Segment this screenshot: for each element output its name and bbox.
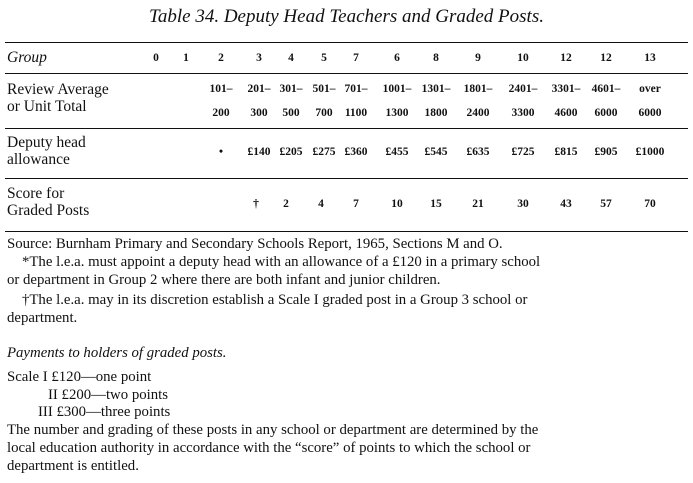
group-cell: 7 — [353, 52, 359, 64]
group-cell: 5 — [321, 52, 327, 64]
score-cell: 43 — [560, 198, 572, 210]
review-bottom-cell: 1300 — [385, 107, 409, 119]
star-note-line-1: *The l.e.a. must appoint a deputy head with an allowance of a £120 in a primary school — [22, 254, 541, 270]
group-cell: 6 — [394, 52, 400, 64]
review-bottom-cell: 6000 — [638, 107, 662, 119]
deputy-cell: £275 — [312, 146, 336, 158]
review-label-line-2: or Unit Total — [7, 98, 87, 115]
group-cell: 3 — [256, 52, 262, 64]
group-cell: 12 — [560, 52, 572, 64]
score-cell: 70 — [644, 198, 656, 210]
review-bottom-cell: 1800 — [424, 107, 448, 119]
dagger-note-line-1: †The l.e.a. may in its discretion establish a Scale I graded post in a Group 3 school or — [22, 292, 528, 308]
group-label: Group — [7, 49, 47, 66]
review-bottom-cell: 300 — [250, 107, 268, 119]
deputy-cell: £1000 — [635, 146, 665, 158]
review-bottom-cell: 4600 — [554, 107, 578, 119]
payments-heading: Payments to holders of graded posts. — [7, 345, 227, 361]
deputy-cell: • — [218, 146, 224, 158]
group-cell: 2 — [218, 52, 224, 64]
table-title: Table 34. Deputy Head Teachers and Graded Posts. — [149, 6, 544, 27]
review-top-cell: 701– — [344, 83, 368, 95]
payments-para-line-2: local education authority in accordance with the “score” of points to which the school or — [7, 440, 531, 456]
review-top-cell: 101– — [209, 83, 233, 95]
deputy-cell: £815 — [554, 146, 578, 158]
dagger-note-line-2: department. — [7, 310, 78, 326]
scale-1: Scale I £120—one point — [7, 369, 152, 385]
deputy-cell: £725 — [511, 146, 535, 158]
group-cell: 12 — [600, 52, 612, 64]
score-cell: 4 — [318, 198, 324, 210]
deputy-cell: £905 — [594, 146, 618, 158]
review-bottom-cell: 3300 — [511, 107, 535, 119]
review-bottom-cell: 200 — [212, 107, 230, 119]
group-cell: 1 — [183, 52, 189, 64]
scale-3: III £300—three points — [38, 404, 171, 420]
review-top-cell: 301– — [279, 83, 303, 95]
group-cell: 8 — [433, 52, 439, 64]
payments-para-line-3: department is entitled. — [7, 458, 139, 474]
review-top-cell: 1001– — [382, 83, 412, 95]
deputy-cell: £545 — [424, 146, 448, 158]
header-rule — [5, 73, 688, 74]
scale-2: II £200—two points — [48, 387, 169, 403]
score-cell: 2 — [283, 198, 289, 210]
review-top-cell: 201– — [247, 83, 271, 95]
review-label — [7, 81, 109, 115]
score-cell: 57 — [600, 198, 612, 210]
review-bottom-cell: 1100 — [344, 107, 368, 119]
group-cell: 10 — [517, 52, 529, 64]
source-note: Source: Burnham Primary and Secondary Schools Report, 1965, Sections M and O. — [7, 236, 503, 252]
review-top-cell: 1301– — [421, 83, 451, 95]
group-cell: 9 — [475, 52, 481, 64]
score-label-line-2: Graded Posts — [7, 202, 90, 219]
group-cell: 13 — [644, 52, 656, 64]
score-cell: 10 — [391, 198, 403, 210]
group-cell: 0 — [153, 52, 159, 64]
score-cell: 7 — [353, 198, 359, 210]
review-top-cell: 4601– — [591, 83, 621, 95]
deputy-cell: £635 — [466, 146, 490, 158]
review-bottom-cell: 700 — [315, 107, 333, 119]
review-top-cell: 2401– — [508, 83, 538, 95]
review-top-cell: 501– — [312, 83, 336, 95]
review-label-line-1: Review Average — [7, 81, 109, 98]
deputy-label-line-2: allowance — [7, 151, 70, 168]
deputy-rule — [5, 178, 688, 179]
deputy-label — [7, 134, 86, 168]
review-top-cell: 1801– — [463, 83, 493, 95]
score-cell: † — [253, 198, 259, 210]
group-cell: 4 — [288, 52, 294, 64]
review-bottom-cell: 500 — [282, 107, 300, 119]
deputy-cell: £205 — [279, 146, 303, 158]
score-cell: 30 — [517, 198, 529, 210]
score-cell: 15 — [430, 198, 442, 210]
deputy-cell: £140 — [247, 146, 271, 158]
payments-para-line-1: The number and grading of these posts in any school or department are determined by the — [7, 422, 539, 438]
bottom-rule — [5, 231, 688, 232]
score-label — [7, 185, 89, 219]
deputy-cell: £360 — [344, 146, 368, 158]
star-note-line-2: or department in Group 2 where there are both infant and junior children. — [7, 272, 441, 288]
deputy-cell: £455 — [385, 146, 409, 158]
score-cell: 21 — [472, 198, 484, 210]
deputy-label-line-1: Deputy head — [7, 134, 86, 151]
review-bottom-cell: 6000 — [594, 107, 618, 119]
review-top-cell: over — [639, 83, 661, 95]
score-label-line-1: Score for — [7, 185, 65, 202]
review-bottom-cell: 2400 — [466, 107, 490, 119]
review-top-cell: 3301– — [551, 83, 581, 95]
top-rule — [5, 42, 688, 43]
review-rule — [5, 128, 688, 129]
